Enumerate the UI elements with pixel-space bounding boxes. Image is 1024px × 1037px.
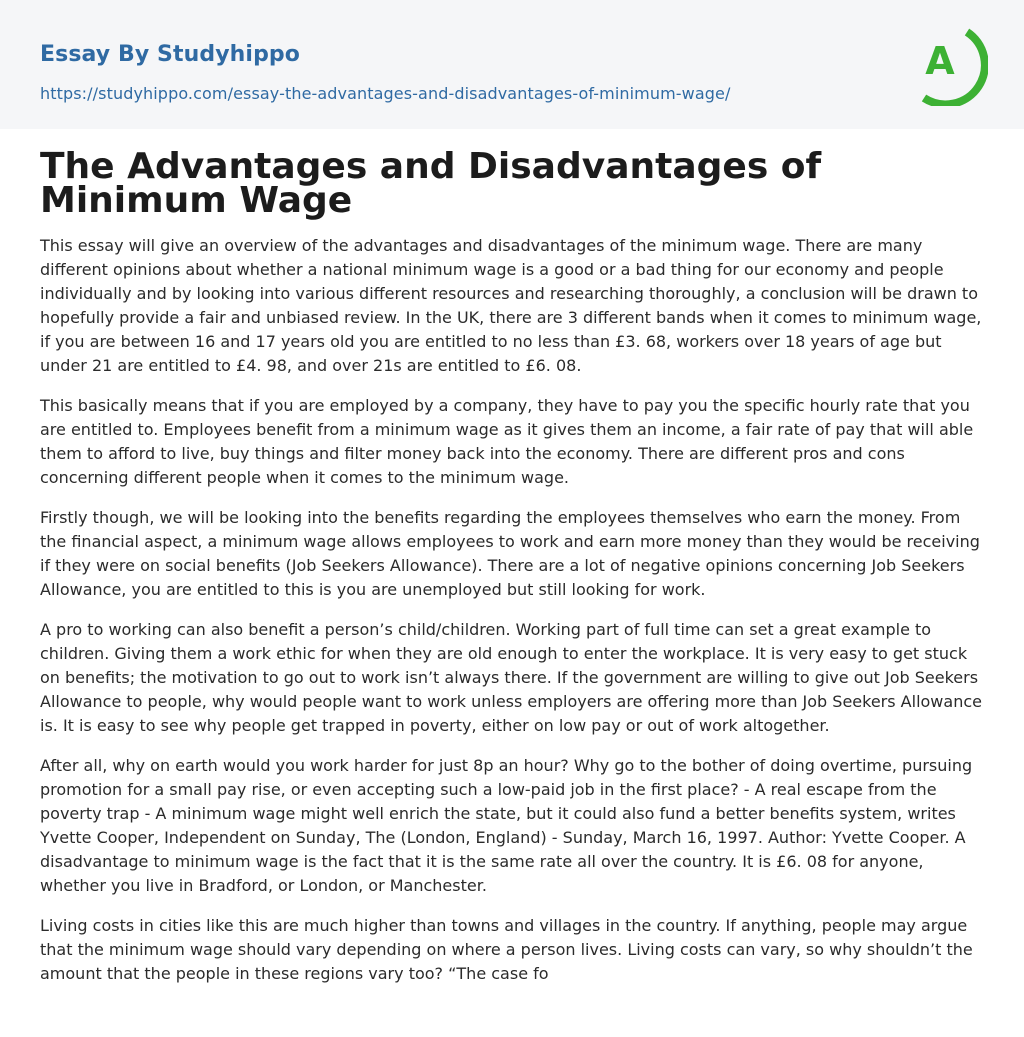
essay-url-link[interactable]: https://studyhippo.com/essay-the-advantages-and-disadvantages-of-minimum-wage/ xyxy=(40,84,731,103)
paragraph: Living costs in cities like this are much higher than towns and villages in the country. If anything, people may argue that the minimum wage should vary depending on where a person lives. Living costs can vary, so why shouldn’t the amount that the people in these regions vary too? “The case fo xyxy=(40,916,973,983)
site-header xyxy=(0,0,1024,129)
page-title: The Advantages and Disadvantages of Minimum Wage xyxy=(40,146,822,221)
article xyxy=(40,146,984,1002)
paragraph: A pro to working can also benefit a person’s child/children. Working part of full time can set a great example to children. Giving them a work ethic for when they are old enough to enter the workplace. It is very easy to get stuck on benefits; the motivation to go out to work isn’t always there. If the government are willing to give out Job Seekers Allowance to people, why would people want to work unless employers are offering more than Job Seekers Allowance is. It is easy to see why people get trapped in poverty, either on low pay or out of work altogether. xyxy=(40,620,982,735)
paragraph: After all, why on earth would you work harder for just 8p an hour? Why go to the bother of doing overtime, pursuing promotion for a small pay rise, or even accepting such a low-paid job in the first place? - A real escape from the poverty trap - A minimum wage might well enrich the state, but it could also fund a better benefits system, writes Yvette Cooper, Independent on Sunday, The (London, England) - Sunday, March 16, 1997. Author: Yvette Cooper. A disadvantage to minimum wage is the fact that it is the same rate all over the country. It is £6. 08 for anyone, whether you live in Bradford, or London, or Manchester. xyxy=(40,756,973,895)
paragraph: Firstly though, we will be looking into the benefits regarding the employees themselves who earn the money. From the financial aspect, a minimum wage allows employees to work and earn more money than they would be receiving if they were on social benefits (Job Seekers Allowance). There are a lot of negative opinions concerning Job Seekers Allowance, you are entitled to this is you are unemployed but still looking for work. xyxy=(40,508,980,599)
paragraph: This essay will give an overview of the advantages and disadvantages of the minimum wage. There are many different opinions about whether a national minimum wage is a good or a bad thing for our economy and people individually and by looking into various different resources and researching thoroughly, a conclusion will be drawn to hopefully provide a fair and unbiased review. In the UK, there are 3 different bands when it comes to minimum wage, if you are between 16 and 17 years old you are entitled to no less than £3. 68, workers over 18 years of age but under 21 are entitled to £4. 98, and over 21s are entitled to £6. 08. xyxy=(40,236,982,375)
paragraph: This basically means that if you are employed by a company, they have to pay you the specific hourly rate that you are entitled to. Employees benefit from a minimum wage as it gives them an income, a fair rate of pay that will able them to afford to live, buy things and filter money back into the economy. There are different pros and cons concerning different people when it comes to the minimum wage. xyxy=(40,396,974,487)
site-brand[interactable]: Essay By Studyhippo xyxy=(40,42,300,67)
logo-letter: A xyxy=(925,39,955,83)
studyhippo-logo-icon[interactable] xyxy=(912,18,988,106)
